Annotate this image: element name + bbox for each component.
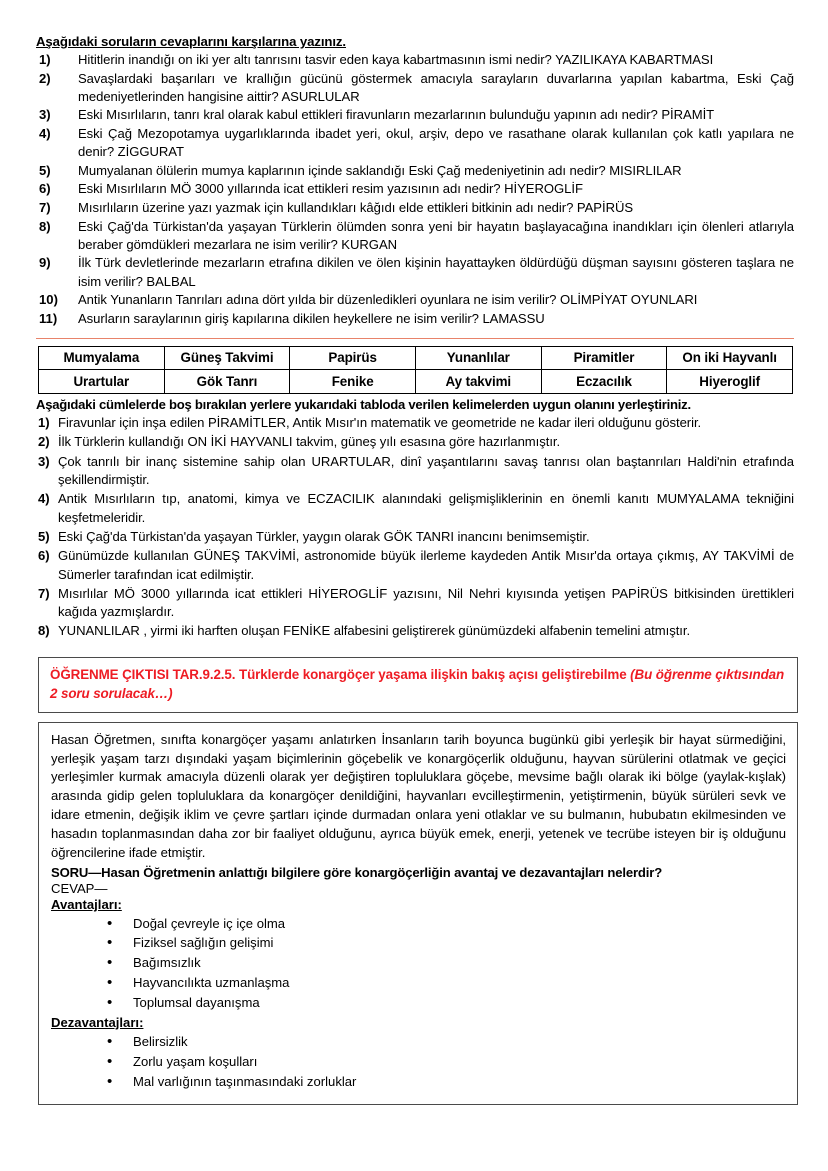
list-item: • Bağımsızlık	[107, 953, 786, 973]
question-row	[36, 125, 794, 161]
question-row	[36, 70, 794, 106]
reading-passage-box	[38, 722, 798, 1105]
question-text: Mumyalanan ölülerin mumya kaplarının içinde saklandığı Eski Çağ medeniyetinin adı nedir? MISIRLILAR	[78, 162, 682, 178]
question-number: 9)	[39, 255, 51, 271]
item-text: Antik Mısırlıların tıp, anatomi, kimya ve ECZACILIK alanındaki gelişmişliklerinin en önemli kanıtı MUMYALAMA tekniğini keşfetmeleridir.	[58, 491, 794, 525]
question-number: 2)	[39, 70, 51, 86]
item-text: Mısırlılar MÖ 3000 yıllarında icat ettikleri HİYEROGLİF yazısını, Nil Nehri kıyısında yetişen PAPİRÜS bitkisinden ürettikleri kağıda yazmışlardır.	[58, 585, 794, 620]
question-text: Savaşlardaki başarıları ve krallığın gücünü göstermek amacıyla sarayların duvarlarına yapılan kabartma, Eski Çağ medeniyetlerinden hangisine aittir? ASURLULAR	[78, 70, 794, 104]
question-row	[36, 162, 794, 180]
question-number: 3)	[39, 107, 51, 123]
item-number: 1)	[38, 414, 50, 430]
table-row	[39, 346, 793, 370]
disadvantages-label: Dezavantajları:	[51, 1015, 144, 1031]
list-item: • Toplumsal dayanışma	[107, 993, 786, 1013]
question-text: Asurların saraylarının giriş kapılarına dikilen heykellere ne isim verilir? LAMASSU	[78, 310, 545, 326]
item-text: Günümüzde kullanılan GÜNEŞ TAKVİMİ, astronomide büyük ilerleme kaydeden Antik Mısır'da ortaya çıkmış, AY TAKVİMİ de Sümerler tarafından icat edilmiştir.	[58, 548, 794, 582]
question-row	[36, 291, 794, 309]
question-text: Hititlerin inandığı on iki yer altı tanrısını tasvir eden kaya kabartmasının ismi nedir? YAZILIKAYA KABARTMASI	[78, 52, 714, 67]
question-text: Eski Mısırlıların MÖ 3000 yıllarında icat ettikleri resim yazısının adı nedir? HİYEROGLİF	[78, 181, 583, 197]
fill-blank-row	[36, 547, 794, 584]
question-text: İlk Türk devletlerinde mezarların etrafına dikilen ve ölen kişinin hayattayken öldürdüğü düşman sayısını gösteren taşlara ne isim verilir? BALBAL	[78, 255, 794, 289]
question-row	[36, 310, 794, 328]
item-number: 5)	[38, 528, 50, 544]
learning-outcome-note: (Bu öğrenme çıktısından 2 soru sorulacak…)	[50, 666, 785, 702]
question-number: 7)	[39, 200, 51, 215]
fill-blanks-section-heading: Aşağıdaki cümlelerde boş bırakılan yerlere yukarıdaki tabloda verilen kelimelerden uygun olanını yerleştiriniz.	[36, 396, 691, 412]
item-number: 4)	[38, 491, 50, 507]
question-number: 6)	[39, 181, 51, 197]
item-number: 7)	[38, 585, 50, 601]
table-cell: Urartular	[39, 370, 165, 394]
fill-blanks-list	[36, 414, 794, 641]
table-cell: Yunanlılar	[415, 346, 541, 370]
list-item: • Doğal çevreyle iç içe olma	[107, 914, 786, 934]
learning-outcome-box	[38, 657, 798, 713]
item-number: 6)	[38, 548, 50, 564]
question-number: 5)	[39, 162, 51, 178]
question-row	[36, 199, 794, 217]
table-cell: Eczacılık	[541, 370, 667, 394]
question-row	[36, 218, 794, 254]
question-text: Eski Çağ'da Türkistan'da yaşayan Türklerin ölümden sonra yeni bir hayatın başlayacağına inandıkları için ölenleri atlarıyla beraber gömdükleri mezarlara ne isim verilir? KURGAN	[78, 218, 794, 252]
questions-section-heading: Aşağıdaki soruların cevaplarını karşılarına yazınız.	[36, 34, 346, 49]
question-number: 1)	[39, 52, 51, 67]
table-row	[39, 370, 793, 394]
fill-blank-row	[36, 622, 794, 640]
item-number: 2)	[38, 434, 50, 450]
fill-blank-row	[36, 585, 794, 622]
word-bank-table	[38, 346, 793, 394]
question-number: 4)	[39, 126, 51, 141]
item-number: 8)	[38, 623, 50, 639]
passage-paragraph: Hasan Öğretmen, sınıfta konargöçer yaşamı anlatırken İnsanların tarih boyunca bugünkü gibi yerleşik bir hayat sürmediğini, yerleşik yaşam tarzı dışındaki yaşam biçimlerinin göçebelik ve konargöçerlik olduğunu, hayvan sürülerini otlatmak ve geçici yerleşimler kurmak amacıyla düzenli olarak yer değiştiren topluluklara göçebe, mevsime bağlı olarak iki bölge (yaylak-kışlak) arasında gidip gelen topluluklara da konargöçer denildiğini, hayvanları evcilleştirmenin, yetiştirmenin, büyük sürüleri sevk ve idare etmenin, değişik iklim ve çevre şartları içinde durmadan onlara yeni otlaklar ve su bulmanın, hububatın ekilmesinden ve hasadın toplanmasından daha zor bir faaliyet olduğunu, ayrıca büyük emek, enerji, yetenek ve tecrübe isteyen bir iş olduğunu öğrencilerine ifade etmiştir.	[51, 731, 786, 860]
question-text: Eski Çağ Mezopotamya uygarlıklarında ibadet yeri, okul, arşiv, depo ve rasathane olarak kullanılan çok katlı yapılara ne denir? ZİGGURAT	[78, 126, 794, 160]
fill-blank-row	[36, 453, 794, 490]
table-cell: Hiyeroglif	[667, 370, 793, 394]
table-cell: Mumyalama	[39, 346, 165, 370]
learning-outcome-text	[50, 665, 787, 704]
fill-blank-row	[36, 414, 794, 432]
list-item: • Hayvancılıkta uzmanlaşma	[107, 973, 786, 993]
question-text: Mısırlıların üzerine yazı yazmak için kullandıkları kâğıdı elde ettikleri bitkinin adı nedir? PAPİRÜS	[78, 200, 634, 215]
fill-blank-row	[36, 528, 794, 546]
table-cell: Papirüs	[290, 346, 416, 370]
fill-blank-row	[36, 433, 794, 451]
table-cell: Gök Tanrı	[164, 370, 290, 394]
table-cell: Güneş Takvimi	[164, 346, 290, 370]
item-text: İlk Türklerin kullandığı ON İKİ HAYVANLI takvim, güneş yılı esasına göre hazırlanmıştır.	[58, 434, 561, 450]
question-number: 11)	[39, 310, 58, 326]
learning-outcome-main: ÖĞRENME ÇIKTISI TAR.9.2.5. Türklerde konargöçer yaşama ilişkin bakış açısı geliştirebilme	[50, 666, 631, 682]
question-text: Eski Mısırlıların, tanrı kral olarak kabul ettikleri firavunların mezarlarının bulunduğu yapının adı nedir? PİRAMİT	[78, 107, 715, 123]
question-number: 10)	[39, 292, 58, 308]
disadvantages-list	[51, 1032, 786, 1092]
questions-list	[36, 51, 794, 328]
table-cell: Ay takvimi	[415, 370, 541, 394]
advantages-list	[51, 914, 786, 1013]
question-text: Antik Yunanların Tanrıları adına dört yılda bir düzenledikleri oyunlara ne isim verilir? OLİMPİYAT OYUNLARI	[78, 292, 698, 308]
section-divider	[36, 338, 794, 339]
item-text: Firavunlar için inşa edilen PİRAMİTLER, Antik Mısır'ın matematik ve geometride ne kadar ileri olduğunu gösterir.	[58, 414, 702, 430]
table-cell: Piramitler	[541, 346, 667, 370]
table-cell: On iki Hayvanlı	[667, 346, 793, 370]
list-item: • Mal varlığının taşınmasındaki zorluklar	[107, 1072, 786, 1092]
question-row	[36, 180, 794, 198]
question-number: 8)	[39, 218, 51, 234]
item-text: YUNANLILAR , yirmi iki harften oluşan FENİKE alfabesini geliştirerek günümüzdeki alfabenin temelini atmıştır.	[58, 623, 691, 639]
passage-question: SORU—Hasan Öğretmenin anlattığı bilgilere göre konargöçerliğin avantaj ve dezavantajları nelerdir?	[51, 864, 663, 880]
table-cell: Fenike	[290, 370, 416, 394]
list-item: • Belirsizlik	[107, 1032, 786, 1052]
passage-answer-label: CEVAP—	[51, 880, 108, 896]
item-text: Eski Çağ'da Türkistan'da yaşayan Türkler, yaygın olarak GÖK TANRI inancını benimsemiştir.	[58, 528, 590, 544]
item-text: Çok tanrılı bir inanç sistemine sahip olan URARTULAR, dinî yaşantılarını savaş tanrısı olan baştanrıları Haldi'nin etrafında şekillendirmiştir.	[58, 453, 794, 487]
question-row	[36, 51, 794, 69]
question-row	[36, 254, 794, 290]
list-item: • Zorlu yaşam koşulları	[107, 1052, 786, 1072]
list-item: • Fiziksel sağlığın gelişimi	[107, 933, 786, 953]
fill-blank-row	[36, 490, 794, 527]
question-row	[36, 106, 794, 124]
item-number: 3)	[38, 453, 50, 469]
advantages-label: Avantajları:	[51, 896, 122, 912]
